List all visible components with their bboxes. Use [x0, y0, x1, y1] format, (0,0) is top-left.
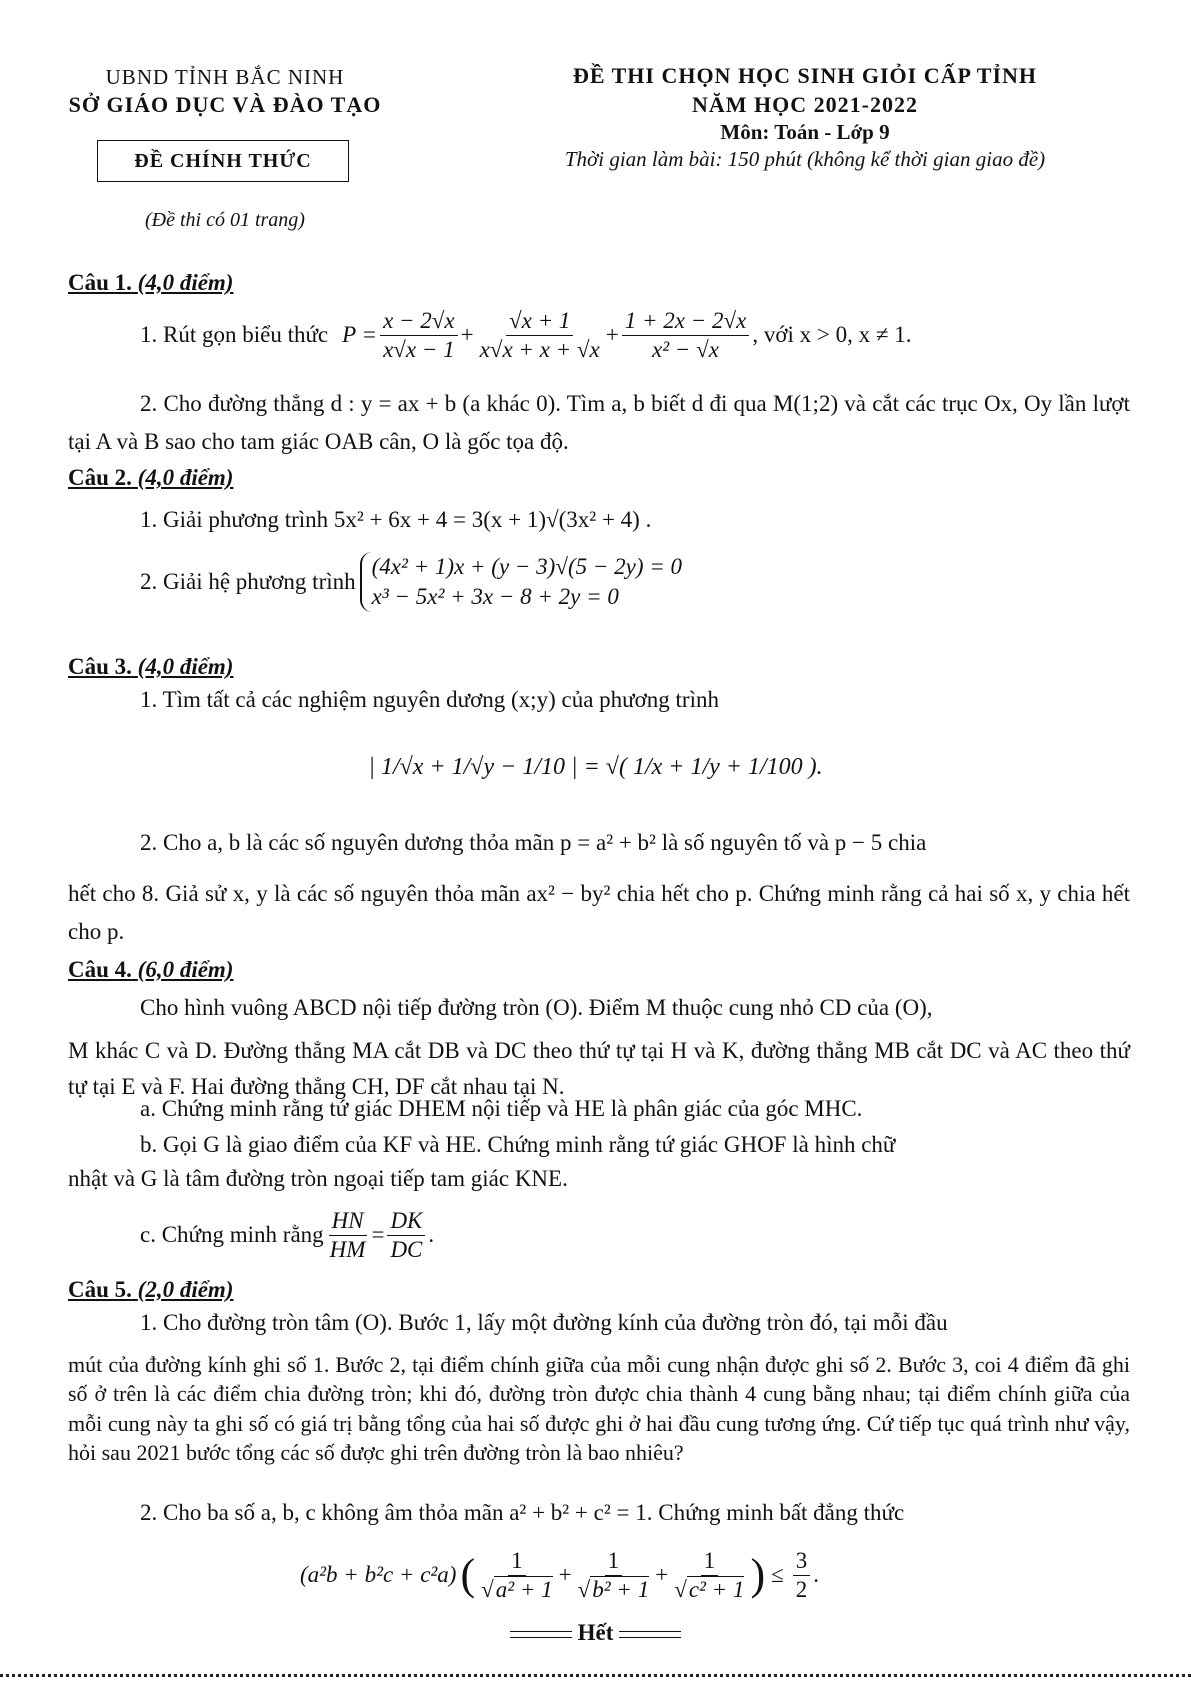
bottom-dotted-border	[0, 1674, 1191, 1683]
q2-p2-intro: 2. Giải hệ phương trình	[140, 568, 356, 594]
q3-equation: | 1/√x + 1/√y − 1/10 | = √( 1/x + 1/y + 1/100 ).	[368, 754, 823, 780]
q1-points: (4,0 điểm)	[137, 270, 234, 295]
q2-points: (4,0 điểm)	[137, 465, 234, 490]
q5-rhs-fraction: $\frac{3}{2}$	[793, 1547, 811, 1603]
q4-part-a: a. Chứng minh rằng tứ giác DHEM nội tiếp và HE là phân giác của góc MHC.	[140, 1096, 863, 1121]
q3-points: (4,0 điểm)	[137, 654, 234, 679]
q1-title: Câu 1.	[68, 270, 132, 295]
pages-note: (Đề thi có 01 trang)	[145, 209, 305, 231]
end-label: Hết	[577, 1620, 614, 1645]
q4-title: Câu 4.	[68, 957, 132, 982]
q2-equation-1: (4x² + 1)x + (y − 3)√(5 − 2y) = 0	[371, 554, 683, 579]
q5-points: (2,0 điểm)	[137, 1277, 234, 1302]
q5-part2: 2. Cho ba số a, b, c không âm thỏa mãn a² + b² + c² = 1. Chứng minh bất đẳng thức	[140, 1500, 905, 1525]
q4-fraction-dk-dc: $\frac{DK}{DC}$	[387, 1207, 425, 1263]
school-year: NĂM HỌC 2021-2022	[692, 91, 918, 117]
end-marker	[0, 1618, 1191, 1648]
issuer-department: SỞ GIÁO DỤC VÀ ĐÀO TẠO	[68, 92, 382, 118]
official-label: ĐỀ CHÍNH THỨC	[134, 150, 312, 172]
q1-fraction-3: $\frac{1 + 2x - 2√x}{\text{x² − √x}}$	[622, 307, 750, 363]
q4-pc-intro: c. Chứng minh rằng	[140, 1222, 324, 1248]
q4-part-b-line1: b. Gọi G là giao điểm của KF và HE. Chứng minh rằng tứ giác GHOF là hình chữ	[140, 1132, 896, 1157]
q1-p1-P: P =	[342, 322, 378, 348]
q2-equation-system	[360, 552, 682, 612]
q5-inequality: (a²b + b²c + c²a) ( $\frac{1}{\text{√a² + 1}}$ + $\frac{1}{\text{√b² + 1}}$ + $\frac{1}{\text{√c² + 1}}$ ) ≤ $\frac{3}{2}$ .	[300, 1547, 819, 1602]
q3-heading	[68, 652, 233, 682]
q4-intro: Cho hình vuông ABCD nội tiếp đường tròn (O). Điểm M thuộc cung nhỏ CD của (O),	[140, 995, 933, 1020]
q5-lhs: (a²b + b²c + c²a)	[300, 1562, 457, 1588]
q2-equation-2: x³ − 5x² + 3x − 8 + 2y = 0	[371, 583, 619, 609]
q1-part1: 1. Rút gọn biểu thức P = $\frac{x - 2√x}{x√x - 1}$ + $\frac{√x + 1}{x√x + x + √x}$ + $\frac{1 + 2x - 2√x}{\text{x² − √x}}$ , với x > 0, x ≠ 1.	[140, 307, 912, 362]
q2-title: Câu 2.	[68, 465, 132, 490]
q1-fraction-2: $\frac{√x + 1}{x√x + x + √x}$	[479, 307, 600, 362]
exam-title-block	[440, 62, 1170, 174]
q4-fraction-hn-hm: $\frac{HN}{HM}$	[329, 1207, 366, 1262]
q5-heading	[68, 1275, 233, 1305]
q1-p1-intro: 1. Rút gọn biểu thức	[140, 322, 329, 348]
end-rule-left	[510, 1631, 572, 1638]
q5-fraction-a: $\frac{1}{\text{√a² + 1}}$	[481, 1547, 553, 1602]
q1-part2: 2. Cho đường thẳng d : y = ax + b (a khác 0). Tìm a, b biết d đi qua M(1;2) và cắt các trục Ox, Oy lần lượt tại A và B sao cho tam giác OAB cân, O là gốc tọa độ.	[68, 391, 1130, 454]
q1-fraction-1: $\frac{x - 2√x}{x√x - 1}$	[380, 307, 458, 363]
q1-p1-condition: , với x > 0, x ≠ 1.	[752, 322, 912, 348]
time-limit: Thời gian làm bài: 150 phút (không kể thời gian giao đề)	[564, 147, 1046, 172]
issuer-block	[40, 64, 410, 120]
q3-part2-line1: 2. Cho a, b là các số nguyên dương thỏa mãn p = a² + b² là số nguyên tố và p − 5 chia	[140, 830, 927, 855]
q4-heading	[68, 955, 233, 985]
q1-heading	[68, 268, 233, 298]
issuer-province: UBND TỈNH BẮC NINH	[105, 65, 345, 89]
q5-fraction-b: $\frac{1}{\text{√b² + 1}}$	[577, 1547, 650, 1602]
q4-intro-continued: M khác C và D. Đường thẳng MA cắt DB và DC theo thứ tự tại H và K, đường thẳng MB cắt DC và AC theo thứ tự tại E và F. Hai đường thẳng CH, DF cắt nhau tại N.	[68, 1038, 1130, 1099]
official-stamp-box	[97, 140, 349, 182]
q3-part1: 1. Tìm tất cả các nghiệm nguyên dương (x;y) của phương trình	[140, 687, 719, 712]
q2-part2	[140, 552, 1130, 612]
q3-part2-line2: hết cho 8. Giả sử x, y là các số nguyên thỏa mãn ax² − by² chia hết cho p. Chứng minh rằng cả hai số x, y chia hết cho p.	[68, 881, 1130, 944]
q4-part-b-line2: nhật và G là tâm đường tròn ngoại tiếp tam giác KNE.	[68, 1166, 568, 1191]
q2-part1: 1. Giải phương trình 5x² + 6x + 4 = 3(x + 1)√(3x² + 4) .	[140, 507, 652, 532]
q5-title: Câu 5.	[68, 1277, 132, 1302]
q5-fraction-c: $\frac{1}{\text{√c² + 1}}$	[674, 1547, 745, 1602]
exam-title: ĐỀ THI CHỌN HỌC SINH GIỎI CẤP TỈNH	[572, 63, 1038, 88]
q3-title: Câu 3.	[68, 654, 132, 679]
q4-points: (6,0 điểm)	[137, 957, 234, 982]
q2-heading	[68, 463, 233, 493]
q5-part1-rest: mút của đường kính ghi số 1. Bước 2, tại điểm chính giữa của mỗi cung nhận được ghi số 2. Bước 3, coi 4 điểm đã ghi số ở trên là các điểm chia đường tròn; khi đó, đường tròn được chia thành 4 cung bằng nhau; tại điểm chính giữa của mỗi cung này ta ghi số có giá trị bằng tổng của hai số được ghi ở hai đầu cung tương ứng. Cứ tiếp tục quá trình như vậy, hỏi sau 2021 bước tổng các số được ghi trên đường tròn là bao nhiêu?	[68, 1352, 1130, 1465]
q5-part1-line1: 1. Cho đường tròn tâm (O). Bước 1, lấy một đường kính của đường tròn đó, tại mỗi đầu	[140, 1310, 948, 1335]
end-rule-right	[619, 1631, 681, 1638]
subject: Môn: Toán - Lớp 9	[720, 120, 890, 145]
q4-part-c: c. Chứng minh rằng $\frac{HN}{HM}$ = $\frac{DK}{DC}$ .	[140, 1207, 435, 1262]
